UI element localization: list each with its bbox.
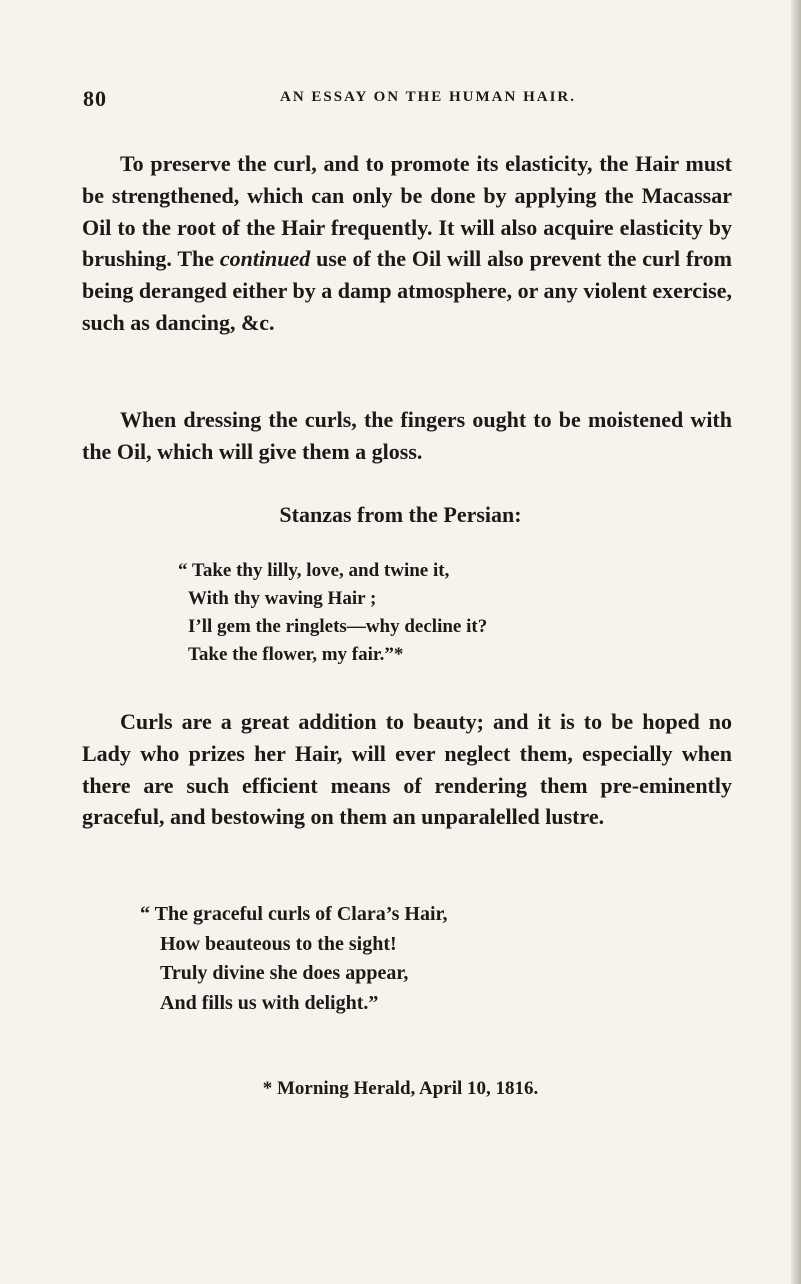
persian-stanza [178,557,487,669]
page-edge-shadow [791,0,801,1284]
page-number: 80 [83,86,107,111]
paragraph-dressing-curls [82,404,732,468]
verse-line: Truly divine she does appear, [160,962,409,984]
verse-line: And fills us with delight.” [160,991,379,1014]
paragraph3-text: Curls are a great addition to beauty; and it is to be hoped no Lady who prizes her Hair, will ever neglect them, especially when there are such efficient means of rendering them pre-eminently graceful, and bestowing on them an unparalelled lustre. [82,709,732,830]
verse-line: I’ll gem the ringlets—why decline it? [188,616,488,637]
verse-line: With thy waving Hair ; [188,588,377,609]
verse-line: “ Take thy lilly, love, and twine it, [178,560,450,581]
clara-verse [140,900,448,1018]
paragraph-curls-beauty [82,706,732,833]
paragraph2-text: When dressing the curls, the fingers ought to be moistened with the Oil, which will give them a gloss. [82,407,732,464]
verse-line: Take the flower, my fair.”* [188,644,404,665]
stanzas-heading: Stanzas from the Persian: [279,502,522,527]
verse-line: “ The graceful curls of Clara’s Hair, [140,903,448,925]
running-title: AN ESSAY ON THE HUMAN HAIR. [280,89,576,105]
paragraph1-emphasis: continued [219,246,311,272]
paragraph1-text-b: use of the Oil will also prevent the curl from being deranged either by a damp atmosphere, or any violent exercise, such as dancing, &c. [82,246,732,335]
footnote: * Morning Herald, April 10, 1816. [262,1078,539,1099]
paragraph-preserving-curl [82,148,732,339]
verse-line: How beauteous to the sight! [160,932,397,955]
paragraph1-text-a: To preserve the curl, and to promote its elasticity, the Hair must be strengthened, which can only be done by applying the Macassar Oil to the root of the Hair frequently. It will also acquire elasticity by brushing. The [82,151,732,272]
